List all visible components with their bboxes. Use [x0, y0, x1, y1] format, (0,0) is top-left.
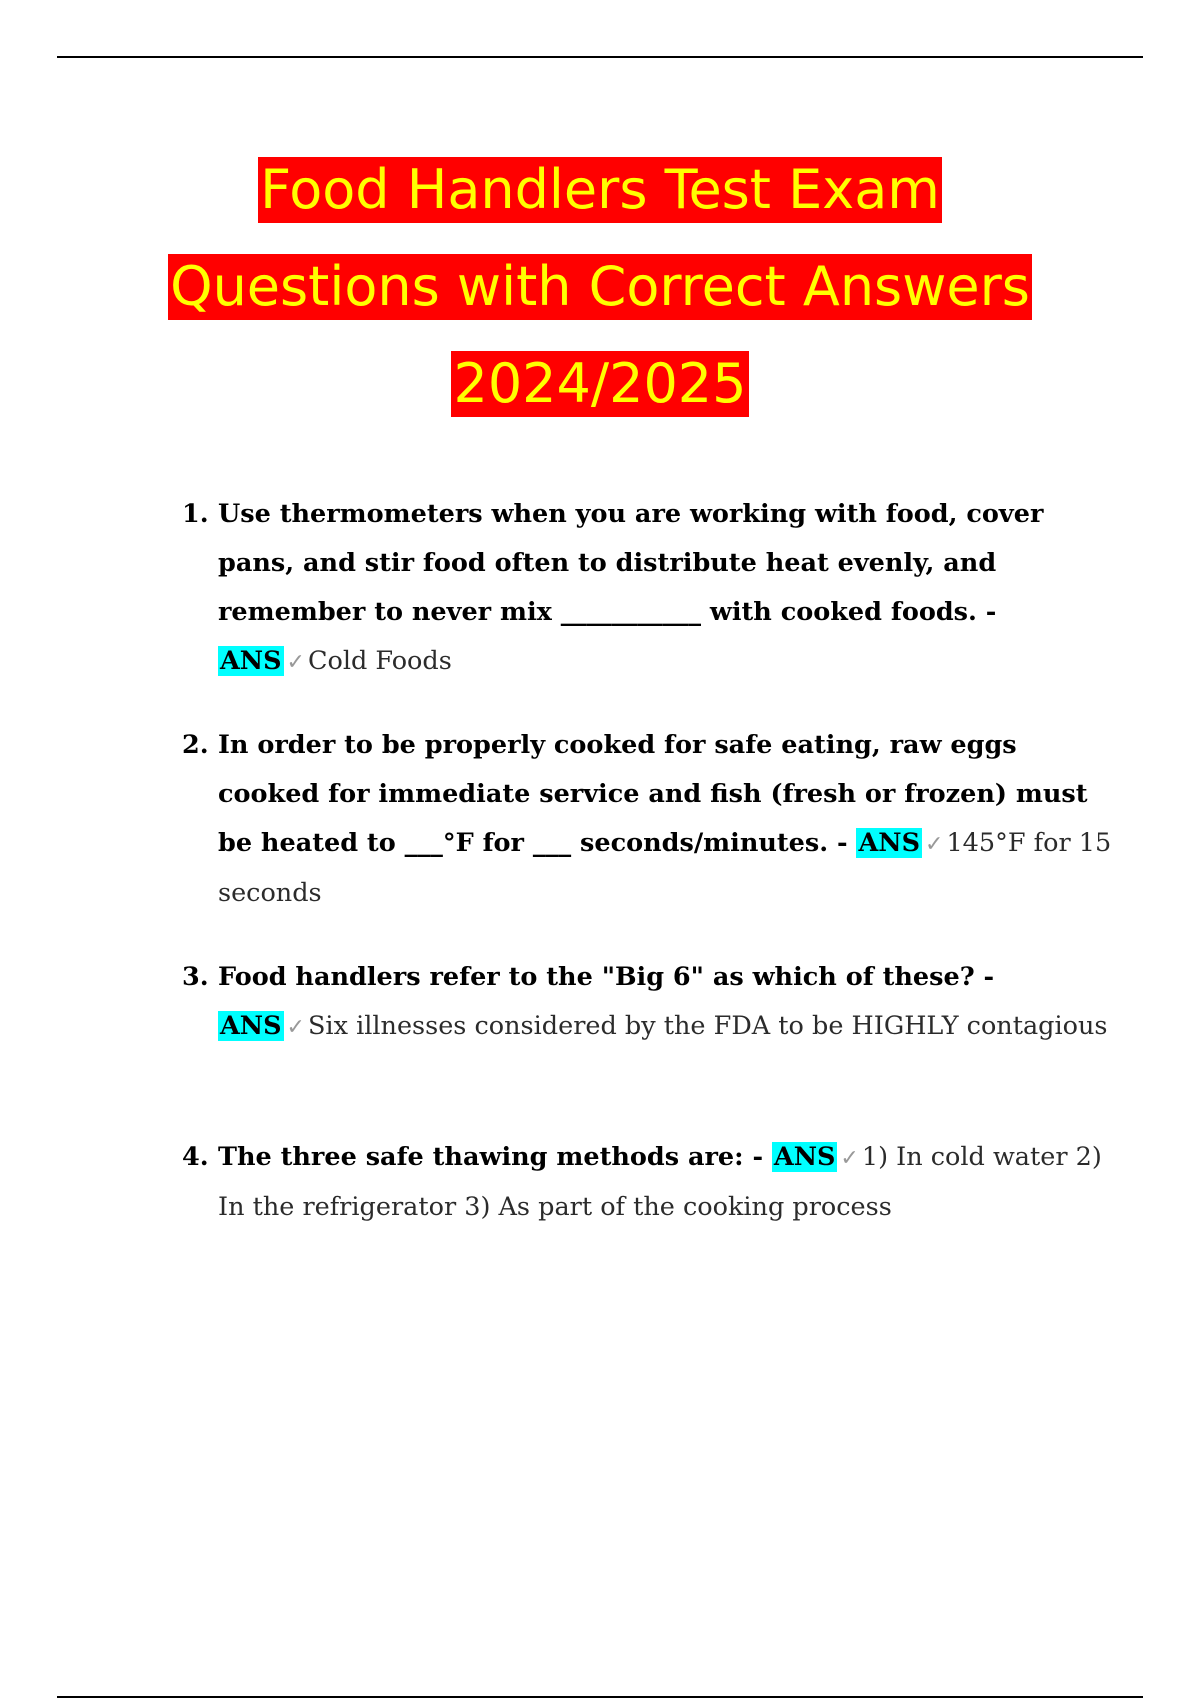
answer-text: Cold Foods	[307, 646, 452, 676]
question-text: In order to be properly cooked for safe eating, raw eggs cooked for immediate service and fish (fresh or frozen) must be heated to ___°F for ___ seconds/minutes. -	[218, 730, 1088, 858]
bottom-rule	[57, 1696, 1143, 1698]
question-text: Food handlers refer to the "Big 6" as which of these? -	[218, 962, 995, 992]
answer-label: ANS	[858, 828, 920, 858]
title-line-1: Food Handlers Test Exam	[260, 158, 940, 222]
question-number: 2.	[182, 730, 209, 760]
answer-text: 145°F for 15 seconds	[218, 828, 1112, 908]
answer-text: Six illnesses considered by the FDA to be HIGHLY contagious	[307, 1011, 1108, 1041]
document-title	[0, 138, 1200, 429]
question-item-1	[182, 490, 1118, 687]
title-line-3: 2024/2025	[453, 352, 747, 416]
checkmark-icon: ✓	[925, 832, 944, 857]
question-item-4	[182, 1133, 1118, 1232]
answer-label: ANS	[220, 1011, 282, 1041]
question-item-3	[182, 953, 1118, 1052]
answer-label: ANS	[220, 646, 282, 676]
answer-text: 1) In cold water 2) In the refrigerator 3) As part of the cooking process	[218, 1142, 1102, 1222]
checkmark-icon: ✓	[840, 1146, 859, 1171]
question-number: 1.	[182, 499, 209, 529]
checkmark-icon: ✓	[286, 1015, 305, 1040]
question-item-2	[182, 721, 1118, 918]
top-rule	[57, 56, 1143, 58]
question-text: Use thermometers when you are working with food, cover pans, and stir food often to distribute heat evenly, and remember to never mix ___________ with cooked foods. -	[218, 499, 1044, 627]
question-number: 3.	[182, 962, 209, 992]
question-text: The three safe thawing methods are: -	[218, 1142, 772, 1172]
checkmark-icon: ✓	[286, 650, 305, 675]
question-number: 4.	[182, 1142, 209, 1172]
title-line-2: Questions with Correct Answers	[170, 255, 1030, 319]
answer-label: ANS	[773, 1142, 836, 1172]
